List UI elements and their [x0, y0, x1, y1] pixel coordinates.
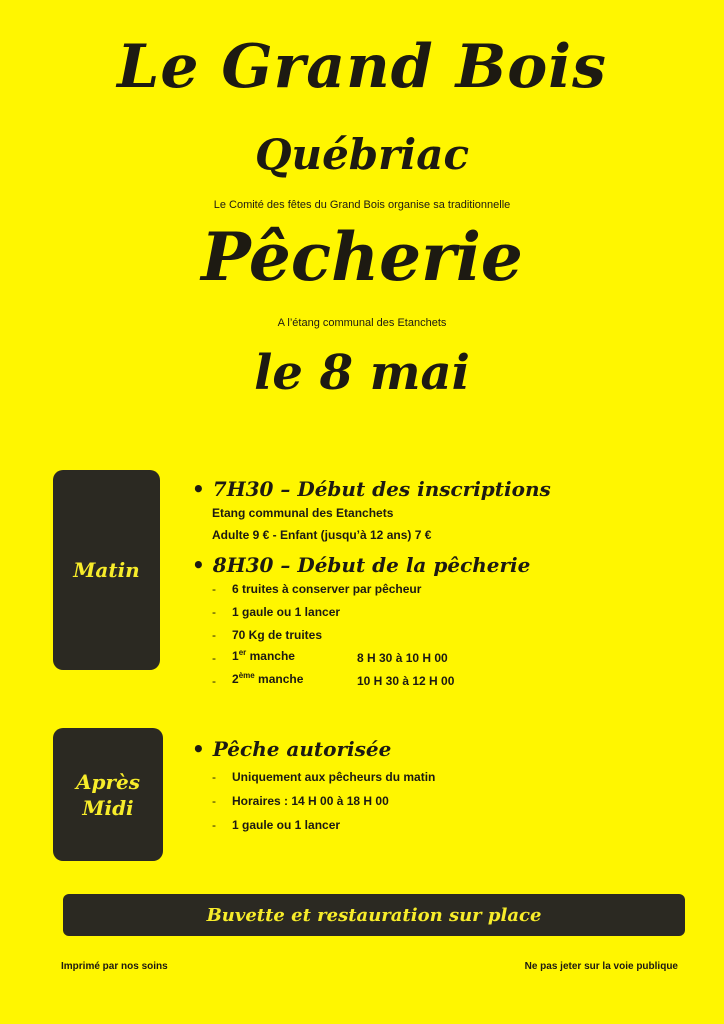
fishing-start-heading	[192, 553, 530, 577]
event-date: le 8 mai	[254, 345, 470, 401]
registration-prices: Adulte 9 € - Enfant (jusqu’à 12 ans) 7 €	[212, 528, 432, 542]
afternoon-label-line1: Après	[75, 769, 141, 794]
afternoon-rule-item: Horaires : 14 H 00 à 18 H 00	[232, 794, 389, 808]
dash-icon: -	[212, 628, 216, 642]
second-manche-time: 10 H 30 à 12 H 00	[357, 674, 455, 688]
dash-icon: -	[212, 674, 216, 688]
bullet-icon: •	[192, 553, 205, 577]
bullet-icon: •	[192, 737, 205, 761]
afternoon-label-box	[53, 728, 163, 861]
dash-icon: -	[212, 651, 216, 665]
fishing-start-heading-text: 8H30 – Début de la pêcherie	[212, 553, 531, 577]
footer-litter-note: Ne pas jeter sur la voie publique	[524, 961, 678, 972]
afternoon-heading	[192, 737, 391, 761]
morning-label: Matin	[73, 558, 140, 582]
afternoon-label-line2: Midi	[82, 795, 134, 820]
morning-rule-item: 6 truites à conserver par pêcheur	[232, 582, 422, 596]
dash-icon: -	[212, 818, 216, 832]
event-location: A l’étang communal des Etanchets	[277, 317, 447, 329]
bullet-icon: •	[192, 477, 205, 501]
afternoon-heading-text: Pêche autorisée	[212, 737, 392, 761]
afternoon-rule-item: Uniquement aux pêcheurs du matin	[232, 770, 436, 784]
morning-label-box	[53, 470, 160, 670]
registration-location: Etang communal des Etanchets	[212, 506, 394, 520]
refreshments-banner-text: Buvette et restauration sur place	[206, 904, 542, 926]
dash-icon: -	[212, 770, 216, 784]
morning-rule-item: 70 Kg de truites	[232, 628, 323, 642]
first-manche-time: 8 H 30 à 10 H 00	[357, 651, 448, 665]
poster-title: Le Grand Bois	[117, 32, 607, 102]
refreshments-banner	[63, 894, 685, 936]
intro-text: Le Comité des fêtes du Grand Bois organise sa traditionnelle	[213, 199, 511, 211]
first-manche-label: 1er manche	[232, 648, 295, 663]
dash-icon: -	[212, 794, 216, 808]
afternoon-rule-item: 1 gaule ou 1 lancer	[232, 818, 341, 832]
second-manche-label: 2ème manche	[232, 671, 304, 686]
event-name: Pêcherie	[201, 218, 523, 296]
morning-rule-item: 1 gaule ou 1 lancer	[232, 605, 341, 619]
town-name: Québriac	[254, 130, 470, 179]
dash-icon: -	[212, 605, 216, 619]
dash-icon: -	[212, 582, 216, 596]
registration-heading-text: 7H30 – Début des inscriptions	[212, 477, 551, 501]
registration-heading	[192, 477, 551, 501]
footer-printed-note: Imprimé par nos soins	[61, 961, 168, 972]
